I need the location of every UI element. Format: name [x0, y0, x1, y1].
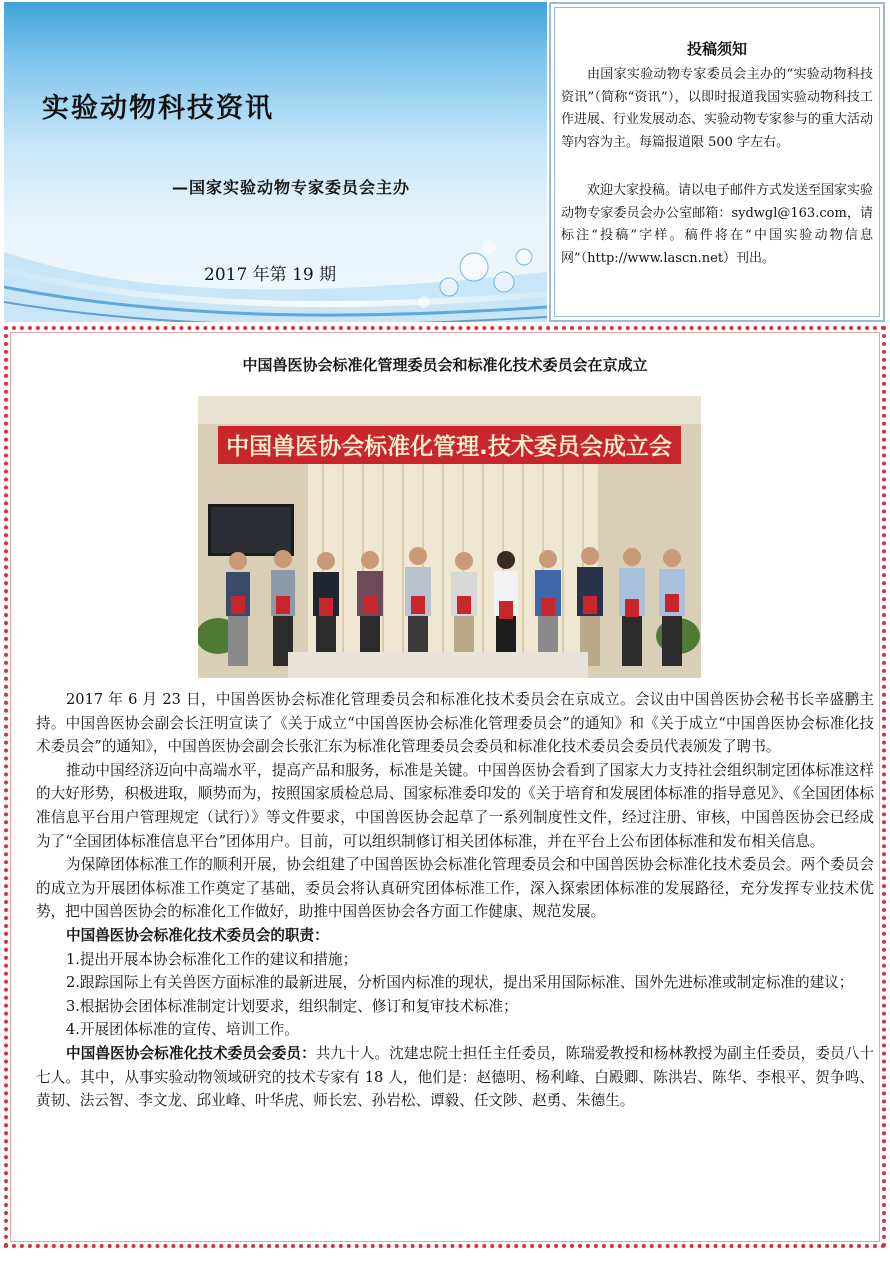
notice-paragraph-1: 由国家实验动物专家委员会主办的“实验动物科技资讯”（简称“资讯”），以即时报道我国实验动物科技工作进展、行业发展动态、实验动物专家参与的重大活动等内容为主。每篇报道限 500 字左右。 — [561, 67, 874, 150]
event-photo — [198, 396, 701, 678]
newsletter-title: 实验动物科技资讯 — [42, 93, 274, 124]
article-title: 中国兽医协会标准化管理委员会和标准化技术委员会在京成立 — [242, 356, 648, 374]
notice-paragraph-2: 欢迎大家投稿。请以电子邮件方式发送至国家实验动物专家委员会办公室邮箱：sydwgl@163.com，请标注“投稿”字样。稿件将在“中国实验动物信息网”（http://www.lascn.net）刊出。 — [561, 183, 874, 266]
members-text: 共九十人。沈建忠院士担任主任委员，陈瑞爱教授和杨林教授为副主任委员，委员八十七人。其中，从事实验动物领域研究的技术专家有 18 人，他们是：赵德明、杨利峰、白殿卿、陈洪岩、陈华、李根平、贺争鸣、黄韧、法云智、李文龙、邱业峰、叶华虎、师长宏、孙岩松、谭毅、任文陟、赵勇、朱德生。 — [36, 1044, 874, 1110]
newsletter-subtitle: —国家实验动物专家委员会主办 — [172, 178, 411, 197]
submission-notice — [549, 2, 885, 322]
duty-3: 3.根据协会团体标准制定计划要求，组织制定、修订和复审技术标准； — [66, 997, 518, 1015]
article-frame — [4, 326, 886, 1248]
issue-number: 2017 年第 19 期 — [204, 265, 337, 285]
photo-banner-text: 中国兽医协会标准化管理.技术委员会成立会 — [226, 434, 672, 460]
paragraph-3: 为保障团体标准工作的顺利开展，协会组建了中国兽医协会标准化管理委员会和中国兽医协会标准化技术委员会。两个委员会的成立为开展团体标准工作奠定了基础，委员会将认真研究团体标准工作，深入探索团体标准的发展路径，充分发挥专业技术优势，把中国兽医协会的标准化工作做好，助推中国兽医协会各方面工作健康、规范发展。 — [36, 856, 874, 921]
duty-2: 2.跟踪国际上有关兽医方面标准的最新进展，分析国内标准的现状，提出采用国际标准、国外先进标准或制定标准的建议； — [66, 974, 854, 992]
paragraph-1: 2017 年 6 月 23 日，中国兽医协会标准化管理委员会和标准化技术委员会在京成立。会议由中国兽医协会秘书长辛盛鹏主持。中国兽医协会副会长汪明宣读了《关于成立“中国兽医协会标准化管理委员会”的通知》和《关于成立“中国兽医协会标准化技术委员会”的通知》，中国兽医协会副会长张汇东为标准化管理委员会委员和标准化技术委员会委员代表颁发了聘书。 — [36, 691, 874, 756]
duty-1: 1.提出开展本协会标准化工作的建议和措施； — [66, 950, 358, 968]
paragraph-2: 推动中国经济迈向中高端水平，提高产品和服务，标准是关键。中国兽医协会看到了国家大力支持社会组织制定团体标准这样的大好形势，积极进取，顺势而为，按照国家质检总局、国家标准委印发的《关于培育和发展团体标准的指导意见》、《全国团体标准信息平台用户管理规定（试行）》等文件要求，中国兽医协会起草了一系列制度性文件，经过注册、审核，中国兽医协会已经成为了“全国团体标准信息平台”团体用户。目前，可以组织制修订相关团体标准，并在平台上公布团体标准和发布相关信息。 — [36, 761, 874, 850]
notice-title: 投稿须知 — [686, 40, 747, 58]
members-heading: 中国兽医协会标准化技术委员会委员： — [66, 1044, 316, 1062]
duty-4: 4.开展团体标准的宣传、培训工作。 — [66, 1021, 299, 1039]
article-body — [36, 688, 874, 1113]
header-banner — [4, 2, 547, 322]
duties-heading: 中国兽医协会标准化技术委员会的职责： — [66, 926, 329, 944]
